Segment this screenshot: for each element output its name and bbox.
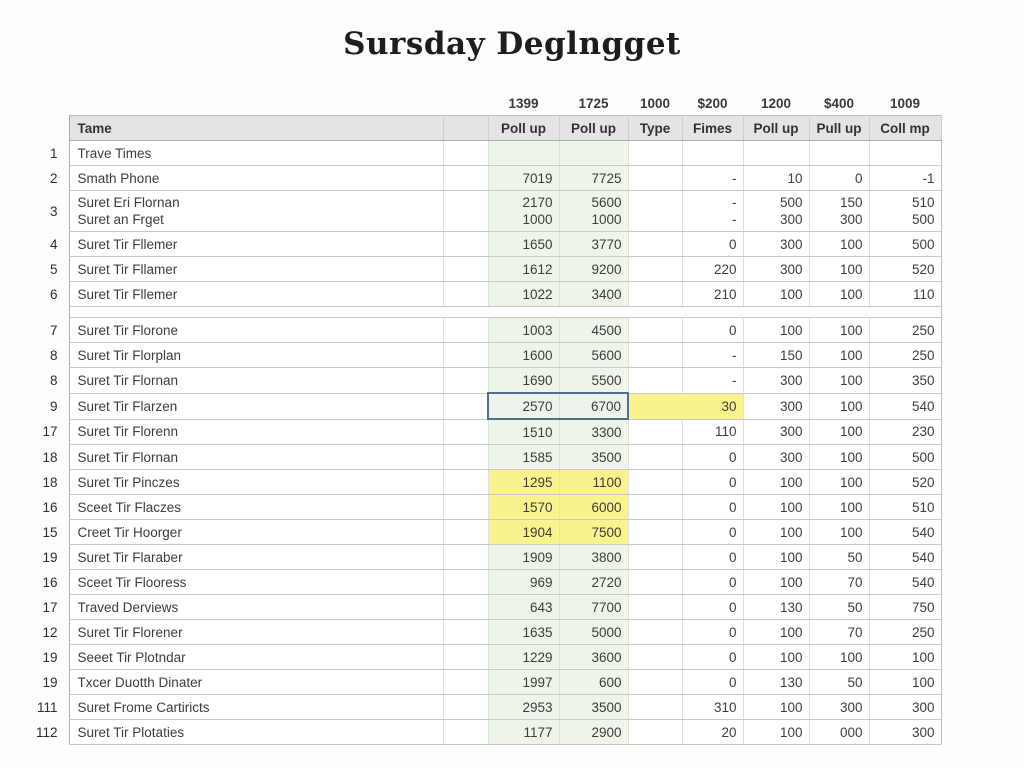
gap-cell[interactable] [443, 257, 488, 282]
gap-cell[interactable] [443, 520, 488, 545]
value-cell-col6[interactable]: 250 [869, 318, 941, 343]
value-cell-col5[interactable]: 100 [809, 393, 869, 419]
table-row [30, 368, 941, 394]
row-number[interactable]: 18 [30, 470, 69, 495]
value-cell-col5[interactable]: 0 [809, 166, 869, 191]
value-cell-col1[interactable]: 3300 [559, 419, 628, 445]
top-number-2: 1000 [628, 92, 682, 116]
value-cell-col2[interactable] [628, 570, 682, 595]
value-cell-col0[interactable]: 1997 [488, 670, 559, 695]
column-header-name[interactable]: Tame [69, 116, 443, 141]
row-number[interactable]: 8 [30, 343, 69, 368]
gap-cell[interactable] [443, 318, 488, 343]
value-cell-col0[interactable]: 1177 [488, 720, 559, 745]
value-cell-col1[interactable]: 3400 [559, 282, 628, 307]
value-cell-col3[interactable]: - [682, 343, 743, 368]
top-number-3: $200 [682, 92, 743, 116]
column-header-gap[interactable] [443, 116, 488, 141]
name-cell[interactable]: Suret Tir Pinczes [69, 470, 443, 495]
value-cell-col4[interactable]: 100 [743, 470, 809, 495]
value-cell-col2[interactable] [628, 645, 682, 670]
page-title: Sursday Deglngget [343, 26, 681, 62]
value-cell-col0[interactable] [488, 141, 559, 166]
row-number[interactable]: 8 [30, 368, 69, 394]
value-cell-col6[interactable]: 230 [869, 419, 941, 445]
gap-cell[interactable] [443, 419, 488, 445]
value-cell-col1[interactable]: 7725 [559, 166, 628, 191]
gap-cell[interactable] [443, 495, 488, 520]
row-number[interactable]: 19 [30, 545, 69, 570]
value-cell-col5[interactable]: 100 [809, 445, 869, 470]
name-cell[interactable]: Suret Tir Florone [69, 318, 443, 343]
value-cell-col1[interactable]: 3500 [559, 445, 628, 470]
value-cell-col6[interactable]: 540 [869, 545, 941, 570]
gap-cell[interactable] [443, 720, 488, 745]
value-cell-col0[interactable]: 1600 [488, 343, 559, 368]
name-cell[interactable]: Suret Eri Flornan Suret an Frget [69, 191, 443, 232]
value-cell-col1[interactable]: 7700 [559, 595, 628, 620]
table-row [30, 570, 941, 595]
value-cell-col1[interactable]: 6000 [559, 495, 628, 520]
name-cell[interactable]: Sceet Tir Flaczes [69, 495, 443, 520]
row-number[interactable]: 16 [30, 570, 69, 595]
value-cell-col1[interactable]: 600 [559, 670, 628, 695]
value-cell-col3[interactable]: 0 [682, 318, 743, 343]
table-row [30, 695, 941, 720]
table-row [30, 470, 941, 495]
value-cell-col2[interactable] [628, 695, 682, 720]
gap-cell[interactable] [443, 645, 488, 670]
table-row [30, 595, 941, 620]
table-row [30, 232, 941, 257]
value-cell-col0[interactable]: 2570 [488, 393, 559, 419]
spacer-row [30, 307, 941, 318]
table-row [30, 318, 941, 343]
value-cell-col2[interactable] [628, 232, 682, 257]
value-cell-col3[interactable]: 0 [682, 520, 743, 545]
gap-cell[interactable] [443, 445, 488, 470]
row-number[interactable]: 9 [30, 393, 69, 419]
value-cell-col3[interactable]: 0 [682, 232, 743, 257]
row-number[interactable]: 1 [30, 141, 69, 166]
name-cell[interactable]: Smath Phone [69, 166, 443, 191]
name-cell[interactable]: Suret Tir Florenn [69, 419, 443, 445]
value-cell-col0[interactable]: 1904 [488, 520, 559, 545]
name-cell[interactable]: Txcer Duotth Dinater [69, 670, 443, 695]
value-cell-col5[interactable]: 70 [809, 620, 869, 645]
value-cell-col5[interactable]: 100 [809, 495, 869, 520]
value-cell-col5[interactable]: 100 [809, 282, 869, 307]
top-number-spacer [69, 92, 443, 116]
name-cell[interactable]: Suret Tir Fllemer [69, 282, 443, 307]
column-header-5[interactable]: Pull up [809, 116, 869, 141]
value-cell-col0[interactable]: 1003 [488, 318, 559, 343]
table-body [30, 141, 941, 745]
value-cell-col1[interactable] [559, 141, 628, 166]
report-table [30, 92, 942, 745]
spacer-cell [443, 307, 488, 318]
value-cell-col6[interactable]: 250 [869, 343, 941, 368]
value-cell-col3[interactable]: 210 [682, 282, 743, 307]
value-cell-col0[interactable]: 1022 [488, 282, 559, 307]
value-cell-col2[interactable] [628, 419, 682, 445]
row-number[interactable]: 6 [30, 282, 69, 307]
value-cell-col6[interactable]: 540 [869, 570, 941, 595]
value-cell-col2[interactable] [628, 166, 682, 191]
value-cell-col0[interactable]: 1229 [488, 645, 559, 670]
row-number[interactable]: 19 [30, 670, 69, 695]
value-cell-col5[interactable]: 100 [809, 318, 869, 343]
value-cell-col4[interactable]: 500 300 [743, 191, 809, 232]
value-cell-col5[interactable]: 100 [809, 232, 869, 257]
spacer-cell [809, 307, 869, 318]
value-cell-col4[interactable]: 100 [743, 545, 809, 570]
value-cell-col5[interactable]: 70 [809, 570, 869, 595]
name-cell[interactable]: Suret Tir Flornan [69, 368, 443, 394]
value-cell-col4[interactable]: 300 [743, 257, 809, 282]
column-header-3[interactable]: Fimes [682, 116, 743, 141]
value-cell-col4[interactable]: 100 [743, 520, 809, 545]
value-cell-col2[interactable] [628, 282, 682, 307]
value-cell-col4[interactable]: 100 [743, 318, 809, 343]
value-cell-col1[interactable]: 3800 [559, 545, 628, 570]
value-cell-col4[interactable]: 300 [743, 419, 809, 445]
value-cell-col4[interactable] [743, 141, 809, 166]
spacer-cell [30, 307, 69, 318]
value-cell-col4[interactable]: 100 [743, 620, 809, 645]
value-cell-col0[interactable]: 1612 [488, 257, 559, 282]
value-cell-col0[interactable]: 2953 [488, 695, 559, 720]
value-cell-col0[interactable]: 7019 [488, 166, 559, 191]
name-cell[interactable]: Seeet Tir Plotndar [69, 645, 443, 670]
value-cell-col1[interactable]: 5500 [559, 368, 628, 394]
value-cell-col6[interactable]: 350 [869, 368, 941, 394]
value-cell-col0[interactable]: 2170 1000 [488, 191, 559, 232]
value-cell-col5[interactable]: 100 [809, 419, 869, 445]
row-number[interactable]: 16 [30, 495, 69, 520]
table-row [30, 343, 941, 368]
name-cell[interactable]: Suret Tir Flaraber [69, 545, 443, 570]
value-cell-col4[interactable]: 10 [743, 166, 809, 191]
value-cell-col2[interactable] [628, 495, 682, 520]
value-cell-col0[interactable]: 643 [488, 595, 559, 620]
name-cell[interactable]: Suret Frome Cartiricts [69, 695, 443, 720]
gap-cell[interactable] [443, 343, 488, 368]
table-row [30, 645, 941, 670]
gap-cell[interactable] [443, 141, 488, 166]
value-cell-col3[interactable]: 220 [682, 257, 743, 282]
column-header-6[interactable]: Coll mp [869, 116, 941, 141]
value-cell-col5[interactable]: 000 [809, 720, 869, 745]
value-cell-col1[interactable]: 5600 1000 [559, 191, 628, 232]
value-cell-col1[interactable]: 2720 [559, 570, 628, 595]
table-row [30, 520, 941, 545]
gap-cell[interactable] [443, 620, 488, 645]
row-number[interactable]: 18 [30, 445, 69, 470]
value-cell-col1[interactable]: 3600 [559, 645, 628, 670]
value-cell-col2[interactable] [628, 191, 682, 232]
table-row [30, 720, 941, 745]
gap-cell[interactable] [443, 545, 488, 570]
row-number[interactable]: 4 [30, 232, 69, 257]
value-cell-col4[interactable]: 300 [743, 368, 809, 394]
name-cell[interactable]: Suret Tir Plotaties [69, 720, 443, 745]
value-cell-col3[interactable]: 0 [682, 645, 743, 670]
column-header-2[interactable]: Type [628, 116, 682, 141]
value-cell-col3[interactable]: 0 [682, 445, 743, 470]
name-cell[interactable]: Suret Tir Fllemer [69, 232, 443, 257]
row-number[interactable]: 12 [30, 620, 69, 645]
row-number[interactable]: 3 [30, 191, 69, 232]
value-cell-col6[interactable]: 540 [869, 393, 941, 419]
table-row [30, 393, 941, 419]
value-cell-col1[interactable]: 5600 [559, 343, 628, 368]
value-cell-col2[interactable]: 30 [628, 393, 743, 419]
value-cell-col3[interactable]: 0 [682, 495, 743, 520]
column-header-4[interactable]: Poll up [743, 116, 809, 141]
table-row [30, 257, 941, 282]
gap-cell[interactable] [443, 232, 488, 257]
name-cell[interactable]: Sceet Tir Flooress [69, 570, 443, 595]
table-row [30, 141, 941, 166]
value-cell-col4[interactable]: 100 [743, 645, 809, 670]
value-cell-col4[interactable]: 100 [743, 695, 809, 720]
value-cell-col6[interactable]: 300 [869, 720, 941, 745]
value-cell-col5[interactable]: 300 [809, 695, 869, 720]
gap-cell[interactable] [443, 191, 488, 232]
table-row [30, 166, 941, 191]
value-cell-col6[interactable]: 500 [869, 232, 941, 257]
value-cell-col6[interactable]: 750 [869, 595, 941, 620]
value-cell-col6[interactable]: 510 [869, 495, 941, 520]
value-cell-col3[interactable]: 0 [682, 620, 743, 645]
value-cell-col5[interactable]: 150 300 [809, 191, 869, 232]
table-row [30, 282, 941, 307]
value-cell-col3[interactable]: 0 [682, 595, 743, 620]
value-cell-col0[interactable]: 1650 [488, 232, 559, 257]
name-cell[interactable]: Creet Tir Hoorger [69, 520, 443, 545]
name-cell[interactable]: Traved Derviews [69, 595, 443, 620]
value-cell-col1[interactable]: 5000 [559, 620, 628, 645]
spacer-cell [682, 307, 743, 318]
value-cell-col1[interactable]: 2900 [559, 720, 628, 745]
spacer-cell [559, 307, 628, 318]
value-cell-col3[interactable]: 110 [682, 419, 743, 445]
value-cell-col4[interactable]: 100 [743, 570, 809, 595]
name-cell[interactable]: Suret Tir Florener [69, 620, 443, 645]
value-cell-col3[interactable]: - - [682, 191, 743, 232]
value-cell-col0[interactable]: 1690 [488, 368, 559, 394]
spacer-cell [69, 307, 443, 318]
top-number-spacer [30, 92, 69, 116]
value-cell-col4[interactable]: 130 [743, 595, 809, 620]
header-row [30, 116, 941, 141]
value-cell-col3[interactable] [682, 141, 743, 166]
top-number-6: 1009 [869, 92, 941, 116]
gap-cell[interactable] [443, 470, 488, 495]
value-cell-col0[interactable]: 1570 [488, 495, 559, 520]
value-cell-col3[interactable]: 20 [682, 720, 743, 745]
value-cell-col3[interactable]: - [682, 368, 743, 394]
row-number[interactable]: 19 [30, 645, 69, 670]
name-cell[interactable]: Suret Tir Flarzen [69, 393, 443, 419]
table-row [30, 545, 941, 570]
row-number[interactable]: 2 [30, 166, 69, 191]
value-cell-col1[interactable]: 3770 [559, 232, 628, 257]
value-cell-col0[interactable]: 969 [488, 570, 559, 595]
value-cell-col2[interactable] [628, 445, 682, 470]
spacer-cell [488, 307, 559, 318]
value-cell-col6[interactable]: 510 500 [869, 191, 941, 232]
spacer-cell [628, 307, 682, 318]
value-cell-col4[interactable]: 150 [743, 343, 809, 368]
gap-cell[interactable] [443, 670, 488, 695]
value-cell-col1[interactable]: 9200 [559, 257, 628, 282]
value-cell-col5[interactable]: 100 [809, 368, 869, 394]
spacer-cell [743, 307, 809, 318]
value-cell-col6[interactable]: 110 [869, 282, 941, 307]
row-number[interactable]: 17 [30, 595, 69, 620]
value-cell-col2[interactable] [628, 520, 682, 545]
value-cell-col2[interactable] [628, 368, 682, 394]
value-cell-col2[interactable] [628, 720, 682, 745]
value-cell-col0[interactable]: 1295 [488, 470, 559, 495]
row-number[interactable]: 5 [30, 257, 69, 282]
gap-cell[interactable] [443, 595, 488, 620]
value-cell-col5[interactable]: 100 [809, 343, 869, 368]
value-cell-col6[interactable] [869, 141, 941, 166]
value-cell-col1[interactable]: 1100 [559, 470, 628, 495]
gap-cell[interactable] [443, 570, 488, 595]
value-cell-col2[interactable] [628, 620, 682, 645]
value-cell-col4[interactable]: 130 [743, 670, 809, 695]
top-number-5: $400 [809, 92, 869, 116]
value-cell-col2[interactable] [628, 318, 682, 343]
value-cell-col2[interactable] [628, 470, 682, 495]
value-cell-col6[interactable]: 300 [869, 695, 941, 720]
value-cell-col3[interactable]: 0 [682, 670, 743, 695]
table-row [30, 419, 941, 445]
top-number-0: 1399 [488, 92, 559, 116]
value-cell-col5[interactable]: 100 [809, 257, 869, 282]
gap-cell[interactable] [443, 166, 488, 191]
name-cell[interactable]: Trave Times [69, 141, 443, 166]
value-cell-col4[interactable]: 100 [743, 495, 809, 520]
value-cell-col5[interactable]: 50 [809, 670, 869, 695]
top-number-4: 1200 [743, 92, 809, 116]
value-cell-col6[interactable]: 250 [869, 620, 941, 645]
table-head [30, 92, 941, 141]
value-cell-col4[interactable]: 300 [743, 232, 809, 257]
row-number[interactable]: 17 [30, 419, 69, 445]
value-cell-col2[interactable] [628, 545, 682, 570]
row-number[interactable]: 111 [30, 695, 69, 720]
top-number-spacer [443, 92, 488, 116]
value-cell-col5[interactable]: 100 [809, 645, 869, 670]
table-row [30, 191, 941, 232]
name-cell[interactable]: Suret Tir Fllamer [69, 257, 443, 282]
value-cell-col5[interactable]: 50 [809, 545, 869, 570]
value-cell-col4[interactable]: 300 [743, 445, 809, 470]
value-cell-col3[interactable]: 310 [682, 695, 743, 720]
column-header-1[interactable]: Poll up [559, 116, 628, 141]
table-row [30, 445, 941, 470]
value-cell-col0[interactable]: 1635 [488, 620, 559, 645]
value-cell-col6[interactable]: -1 [869, 166, 941, 191]
value-cell-col1[interactable]: 6700 [559, 393, 628, 419]
value-cell-col6[interactable]: 500 [869, 445, 941, 470]
value-cell-col6[interactable]: 520 [869, 470, 941, 495]
value-cell-col3[interactable]: 0 [682, 570, 743, 595]
gap-cell[interactable] [443, 282, 488, 307]
row-number[interactable]: 112 [30, 720, 69, 745]
value-cell-col2[interactable] [628, 343, 682, 368]
gap-cell[interactable] [443, 393, 488, 419]
value-cell-col4[interactable]: 100 [743, 282, 809, 307]
value-cell-col1[interactable]: 4500 [559, 318, 628, 343]
value-cell-col4[interactable]: 300 [743, 393, 809, 419]
table-row [30, 495, 941, 520]
value-cell-col3[interactable]: 0 [682, 470, 743, 495]
value-cell-col0[interactable]: 1585 [488, 445, 559, 470]
value-cell-col1[interactable]: 3500 [559, 695, 628, 720]
value-cell-col2[interactable] [628, 141, 682, 166]
row-number[interactable]: 15 [30, 520, 69, 545]
table-row [30, 670, 941, 695]
value-cell-col4[interactable]: 100 [743, 720, 809, 745]
value-cell-col6[interactable]: 520 [869, 257, 941, 282]
value-cell-col5[interactable]: 100 [809, 470, 869, 495]
value-cell-col2[interactable] [628, 670, 682, 695]
row-number[interactable]: 7 [30, 318, 69, 343]
top-number-1: 1725 [559, 92, 628, 116]
name-cell[interactable]: Suret Tir Florplan [69, 343, 443, 368]
top-numbers-row [30, 92, 941, 116]
value-cell-col5[interactable]: 100 [809, 520, 869, 545]
table-row [30, 620, 941, 645]
value-cell-col6[interactable]: 100 [869, 645, 941, 670]
value-cell-col0[interactable]: 1510 [488, 419, 559, 445]
value-cell-col6[interactable]: 540 [869, 520, 941, 545]
value-cell-col2[interactable] [628, 257, 682, 282]
header-gutter [30, 116, 69, 141]
gap-cell[interactable] [443, 368, 488, 394]
gap-cell[interactable] [443, 695, 488, 720]
value-cell-col5[interactable]: 50 [809, 595, 869, 620]
value-cell-col1[interactable]: 7500 [559, 520, 628, 545]
value-cell-col3[interactable]: 0 [682, 545, 743, 570]
value-cell-col0[interactable]: 1909 [488, 545, 559, 570]
value-cell-col2[interactable] [628, 595, 682, 620]
spacer-cell [869, 307, 941, 318]
value-cell-col5[interactable] [809, 141, 869, 166]
name-cell[interactable]: Suret Tir Flornan [69, 445, 443, 470]
value-cell-col3[interactable]: - [682, 166, 743, 191]
column-header-0[interactable]: Poll up [488, 116, 559, 141]
value-cell-col6[interactable]: 100 [869, 670, 941, 695]
